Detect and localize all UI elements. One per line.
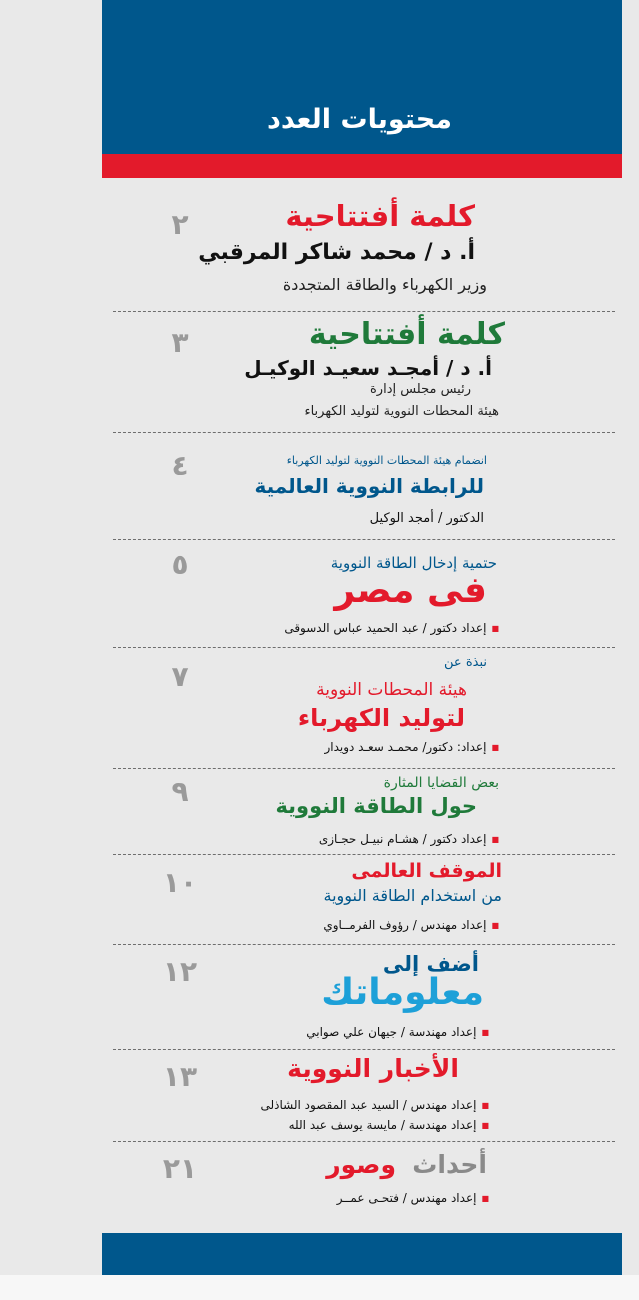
- entry-role: وزير الكهرباء والطاقة المتجددة: [282, 275, 487, 294]
- separator: [113, 1049, 615, 1050]
- entry-author: ■ إعداد دكتور / هشـام نبيـل حجـازى: [319, 832, 499, 846]
- entry-title: كلمة أفتتاحية: [285, 199, 475, 233]
- entry-title: كلمة أفتتاحية: [308, 317, 505, 352]
- page-number: ٣: [171, 326, 189, 359]
- page-title: محتويات العدد: [266, 104, 452, 135]
- entry-author: ■ إعداد مهندسة / مايسة يوسف عبد الله: [289, 1118, 489, 1132]
- entry-author: ■ إعداد: دكتور/ محمـد سعـد دويدار: [324, 740, 499, 754]
- page-number: ١٢: [162, 955, 198, 988]
- header-banner: [102, 0, 622, 154]
- footer-banner: [102, 1233, 622, 1275]
- bottom-strip: [0, 1275, 639, 1300]
- entry-author: ■ إعداد مهندس / رؤوف الفرمــاوي: [323, 918, 499, 932]
- separator: [113, 768, 615, 769]
- entry-role: رئيس مجلس إدارة: [370, 382, 471, 397]
- entry-author: ■ إعداد مهندس / فتحـى عمــر: [337, 1191, 489, 1205]
- page-number: ١٠: [162, 866, 198, 899]
- entry-kicker: نبذة عن: [444, 655, 487, 670]
- entry-title-b: وصور: [326, 1150, 396, 1179]
- page-number: ٩: [171, 775, 189, 808]
- entry-title: الموقف العالمى: [351, 860, 502, 882]
- separator: [113, 944, 615, 945]
- page-number: ٢: [171, 208, 189, 241]
- page-number: ٧: [171, 660, 189, 693]
- separator: [113, 1141, 615, 1142]
- entry-author: أ. د / أمجـد سعيـد الوكيـل: [244, 356, 492, 380]
- separator: [113, 854, 615, 855]
- header-red-stripe: [102, 154, 622, 178]
- separator: [113, 311, 615, 312]
- separator: [113, 647, 615, 648]
- entry-author: الدكتور / أمجد الوكيل: [369, 511, 484, 526]
- entry-title: الأخبار النووية: [287, 1054, 459, 1083]
- separator: [113, 432, 615, 433]
- entry-title: حول الطاقة النووية: [275, 794, 477, 818]
- entry-author: ■ إعداد مهندسة / جيهان علي صوابي: [306, 1025, 489, 1039]
- entry-kicker: انضمام هيئة المحطات النووية لتوليد الكهرباء: [286, 454, 487, 467]
- page-number: ١٣: [162, 1060, 198, 1093]
- entry-kicker: حتمية إدخال الطاقة النووية: [330, 554, 497, 572]
- entry-title: فى مصر: [334, 570, 487, 611]
- page-number: ٥: [171, 548, 189, 581]
- entry-title: للرابطة النووية العالمية: [254, 474, 484, 498]
- entry-author: ■ إعداد دكتور / عبد الحميد عباس الدسوقى: [284, 621, 499, 635]
- page-number: ٤: [171, 449, 189, 482]
- entry-title: لتوليد الكهرباء: [297, 704, 465, 732]
- entry-title: معلوماتك: [321, 972, 484, 1013]
- entry-subtitle: من استخدام الطاقة النووية: [323, 886, 502, 905]
- separator: [113, 539, 615, 540]
- entry-kicker: بعض القضايا المثارة: [383, 775, 499, 791]
- entry-author: أ. د / محمد شاكر المرقبي: [198, 240, 475, 265]
- entry-role: هيئة المحطات النووية لتوليد الكهرباء: [304, 404, 499, 419]
- page-number: ٢١: [162, 1152, 198, 1185]
- entry-title-small: أضف إلى: [382, 952, 479, 976]
- entry-subtitle: هيئة المحطات النووية: [316, 680, 467, 700]
- entry-author: ■ إعداد مهندس / السيد عبد المقصود الشاذلى: [261, 1098, 490, 1112]
- entry-title-a: أحداث: [412, 1150, 487, 1179]
